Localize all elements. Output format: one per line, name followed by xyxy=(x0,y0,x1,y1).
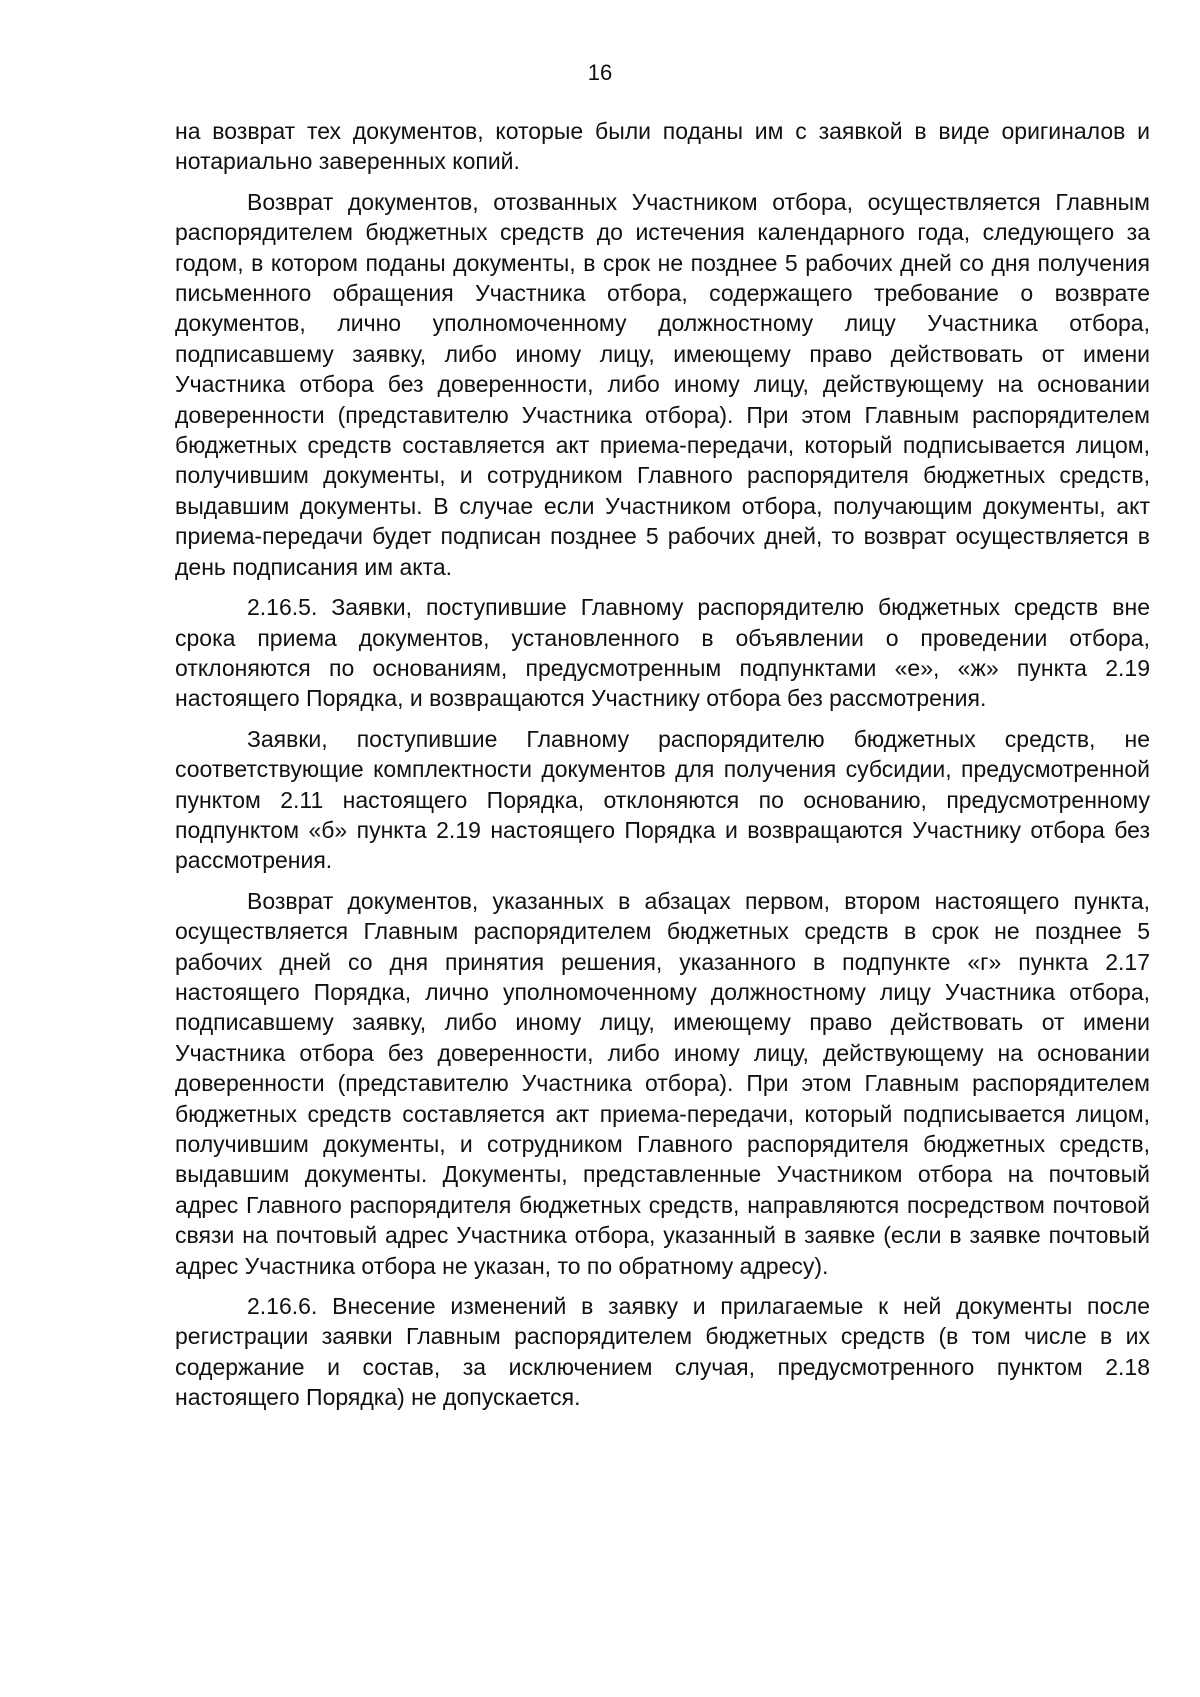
document-body xyxy=(175,116,1150,1423)
paragraph-return-procedure: Возврат документов, указанных в абзацах первом, втором настоящего пункта, осуществляется Главным распорядителем бюджетных средств в срок не позднее 5 рабочих дней со дня принятия решения, указанного в подпункте «г» пункта 2.17 настоящего Порядка, лично уполномоченному должностному лицу Участника отбора, подписавшему заявку, либо иному лицу, имеющему право действовать от имени Участника отбора без доверенности, либо иному лицу, действующему на основании доверенности (представителю Участника отбора). При этом Главным распорядителем бюджетных средств составляется акт приема-передачи, который подписывается лицом, получившим документы, и сотрудником Главного распорядителя бюджетных средств, выдавшим документы. Документы, представленные Участником отбора на почтовый адрес Главного распорядителя бюджетных средств, направляются посредством почтовой связи на почтовый адрес Участника отбора, указанный в заявке (если в заявке почтовый адрес Участника отбора не указан, то по обратному адресу). xyxy=(175,887,1150,1279)
paragraph-document-return: Возврат документов, отозванных Участником отбора, осуществляется Главным распорядителем бюджетных средств до истечения календарного года, следующего за годом, в котором поданы документы, в срок не позднее 5 рабочих дней со дня получения письменного обращения Участника отбора, содержащего требование о возврате документов, лично уполномоченному должностному лицу Участника отбора, подписавшему заявку, либо иному лицу, имеющему право действовать от имени Участника отбора без доверенности, либо иному лицу, действующему на основании доверенности (представителю Участника отбора). При этом Главным распорядителем бюджетных средств составляется акт приема-передачи, который подписывается лицом, получившим документы, и сотрудником Главного распорядителя бюджетных средств, выдавшим документы. В случае если Участником отбора, получающим документы, акт приема-передачи будет подписан позднее 5 рабочих дней, то возврат осуществляется в день подписания им акта. xyxy=(175,188,1150,580)
paragraph-incomplete-applications: Заявки, поступившие Главному распорядителю бюджетных средств, не соответствующие комплектности документов для получения субсидии, предусмотренной пунктом 2.11 настоящего Порядка, отклоняются по основанию, предусмотренному подпунктом «б» пункта 2.19 настоящего Порядка и возвращаются Участнику отбора без рассмотрения. xyxy=(175,725,1150,874)
paragraph-2-16-5: 2.16.5. Заявки, поступившие Главному распорядителю бюджетных средств вне срока приема документов, установленного в объявлении о проведении отбора, отклоняются по основаниям, предусмотренным подпунктами «е», «ж» пункта 2.19 настоящего Порядка, и возвращаются Участнику отбора без рассмотрения. xyxy=(175,594,1150,712)
page-number: 16 xyxy=(587,60,613,85)
paragraph-2-16-6: 2.16.6. Внесение изменений в заявку и прилагаемые к ней документы после регистрации заявки Главным распорядителем бюджетных средств (в том числе в их содержание и состав, за исключением случая, предусмотренного пунктом 2.18 настоящего Порядка) не допускается. xyxy=(175,1293,1150,1411)
paragraph-continuation: на возврат тех документов, которые были поданы им с заявкой в виде оригиналов и нотариально заверенных копий. xyxy=(175,118,1150,175)
